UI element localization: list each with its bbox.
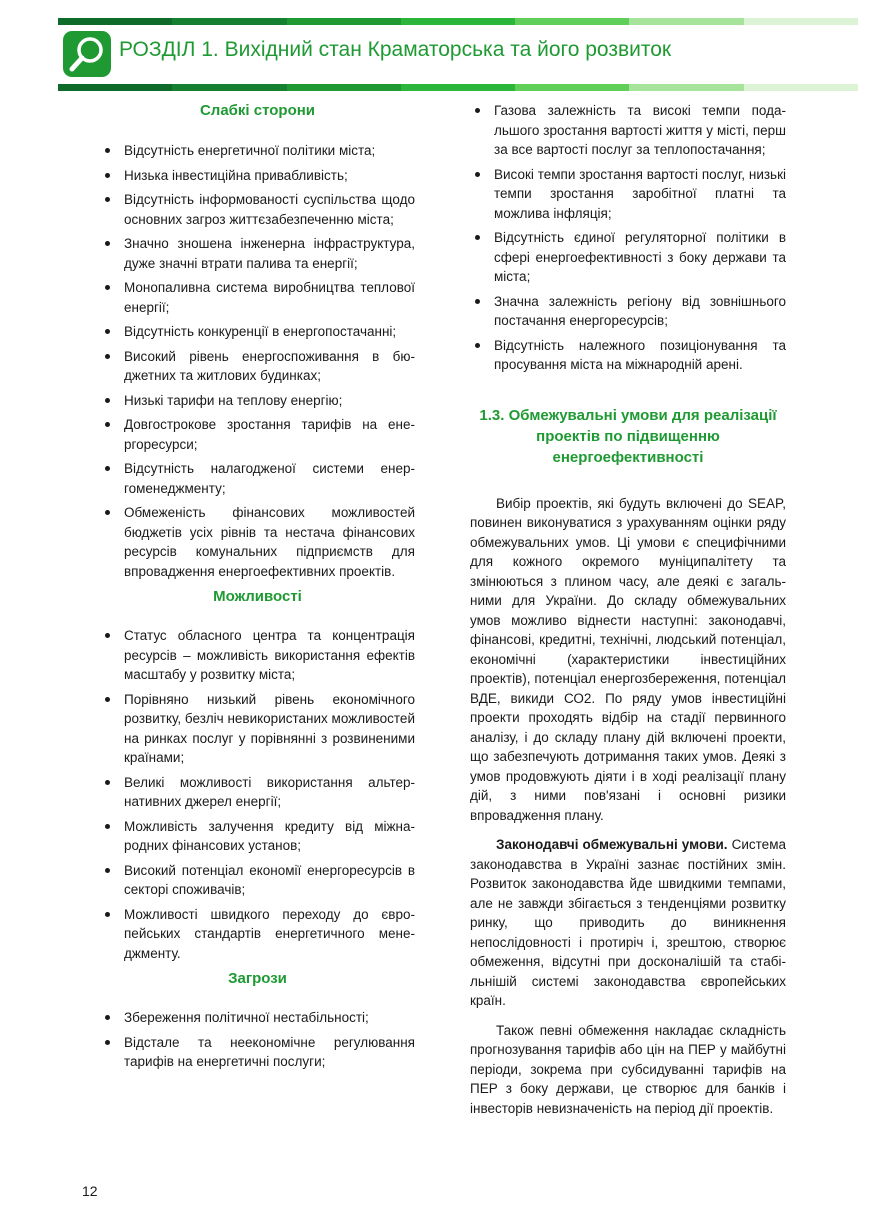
right-column [470,101,786,1118]
list-item: Відсутність належного позиціонування та просування міста на міжнародній арені. [470,336,786,375]
list-item: Низькі тарифи на теплову енергію; [100,391,415,411]
list-item: Відсутність конкуренції в енергопостачанні; [100,322,415,342]
weaknesses-list [100,141,415,581]
magnifier-icon [63,31,111,77]
threats-heading: Загрози [228,970,287,987]
opportunities-heading: Можливості [213,588,302,605]
list-item: Відсутність єдиної регуляторної політики в сфері енергоефективності з боку держави та міста; [470,228,786,287]
list-item: Значно зношена інженерна інфраструктура, дуже значні втрати палива та енергії; [100,234,415,273]
chapter-title: РОЗДІЛ 1. Вихідний стан Краматорська та його розвиток [119,38,672,61]
list-item: Монопаливна система виробництва теплової енергії; [100,278,415,317]
opportunities-list [100,626,415,963]
paragraph: Також певні обмеження накладає складність прогнозування тарифів або цін на ПЕР у майбутні періоди, зокрема при субсидуванні тарифів на ПЕР з боку держави, це створює для банків і інвесторів невизначеність на період дії проектів. [470,1022,786,1116]
list-item: Відсутність енергетичної політики міста; [100,141,415,161]
header-decorative-bar-top [58,18,858,25]
list-item: Відсталe та неекономічне регулювання тарифів на енергетичні послуги; [100,1033,415,1072]
list-item: Можливість залучення кредиту від міжнародних фінансових установ; [100,817,415,856]
page-number: 12 [82,1183,98,1199]
threats-list-right [470,101,786,375]
list-item: Збереження політичної нестабільності; [100,1008,415,1028]
list-item: Високий рівень енергоспоживання в бюджетних та житлових будинках; [100,347,415,386]
list-item: Значна залежність регіону від зовнішнього постачання енергоресурсів; [470,292,786,331]
list-item: Високі темпи зростання вартості послуг, низькі темпи зростання заробітної платні та можлива інфляція; [470,165,786,224]
list-item: Газова залежність та високі темпи подальшого зростання вартості життя у місті, перш за все вартості послуг за теплопостачання; [470,101,786,160]
paragraph: Вибір проектів, які будуть включені до SEAP, повинен виконуватися з урахуванням оцінки ряду обмежувальних умов. Ці умови є специфічними для кожного окремого муніципалітету та змінюються з плином часу, але деякі є загальними для України. До складу обмежувальних умов можливо віднести наступні: законодавчі, фінансові, кредитні, технічні, людський потенціал, економічні (характеристики інвестиційних проектів), потенціал енергозбереження, потенціал ВДЕ, викиди СО2. По ряду умов інвестиційні проекти проходять відбір на стадії первинного аналізу, і до складу плану дій включені проекти, що забезпечують дотримання таких умов. Деякі з умов продовжують діяти і в ході реалізації плану дій, з ними пов'язані і основні ризики впровадження плану. [470,495,786,823]
paragraph-lead: Законодавчі обмежувальні умови. [496,837,728,852]
list-item: Низька інвестиційна привабливість; [100,166,415,186]
list-item: Відсутність інформованості суспільства щодо основних загроз життєзабезпеченню міста; [100,190,415,229]
list-item: Можливості швидкого переходу до європейських стандартів енергетичного менеджменту. [100,905,415,964]
header-decorative-bar-bottom [58,84,858,91]
list-item: Довгострокове зростання тарифів на енергоресурси; [100,415,415,454]
paragraph-body: Система законодавства в Україні зазнає постійних змін. Розвиток законодавства йде швидкими темпами, але не завжди збігається з тенденціями розвитку ринку, що приводить до виникнення непослідовності і протиріч і, зрештою, створює обмеження, відсутні при досконалішій та стабільнішій системі законодавства європейських країн. [470,837,786,1008]
section-heading: 1.3. Обмежувальні умови для реалізації проектів по підвищенню енергоефективності [479,406,777,466]
list-item: Відсутність налагодженої системи енергоменеджменту; [100,459,415,498]
list-item: Статус обласного центра та концентрація ресурсів – можливість використання ефектів масштабу у розвитку міста; [100,626,415,685]
threats-list-left [100,1008,415,1072]
list-item: Великі можливості використання альтернативних джерел енергії; [100,773,415,812]
left-column [100,101,415,1077]
list-item: Високий потенціал економії енергоресурсів в секторі споживачів; [100,861,415,900]
paragraph [470,835,786,1011]
weaknesses-heading: Слабкі сторони [199,102,316,119]
list-item: Порівняно низький рівень економічного розвитку, безліч невикористаних можливостей на ринках послуг у порівнянні з розвиненими країнами; [100,690,415,768]
list-item: Обмеженість фінансових можливостей бюджетів усіх рівнів та нестача фінансових ресурсів комунальних підприємств для впровадження енергоефективних проектів. [100,503,415,581]
